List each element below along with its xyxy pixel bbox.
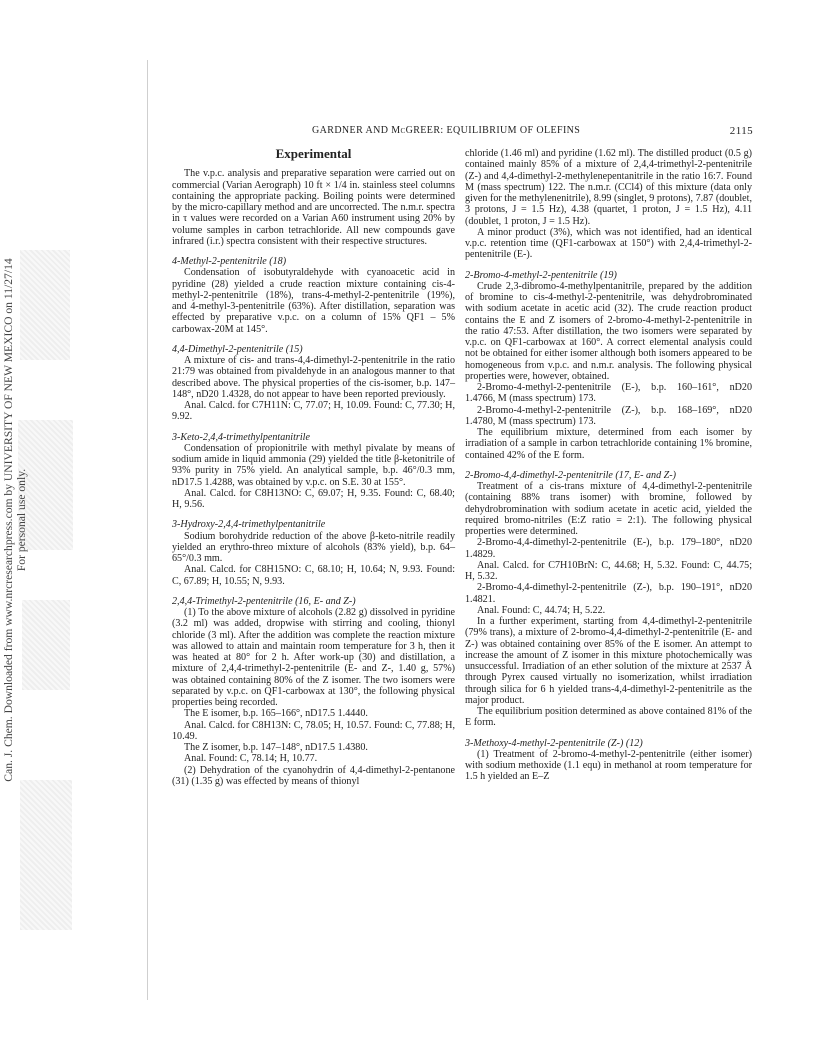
paragraph: (1) To the above mixture of alcohols (2.82 g) dissolved in pyridine (3.2 ml) was added, dropwise with stirring and cooling, thionyl chloride (3 ml). After the addition was complete the reaction mixture was allowed to attain and maintain room temperature for 3 h, then it was heated at 80° for 2 h. After work-up (30) and distillation, a mixture of 2,4,4-trimethyl-2-pentenitrile (E- and Z-, 1.40 g, 57%) was obtained containing 80% of the Z isomer. The two isomers were separated by v.p.c. on QF1-carbowax at 130°, the following physical properties being recorded. (172, 607, 455, 708)
paragraph: Treatment of a cis-trans mixture of 4,4-dimethyl-2-pentenitrile (containing 88% trans isomer) with bromine, followed by dehydrobromination with sodium acetate in acetic acid, yielded the required bromo-nitriles (E:Z ratio = 2:1). The following physical properties were determined. (465, 481, 752, 537)
subsection-title: 2,4,4-Trimethyl-2-pentenitrile (16, E- and Z-) (172, 595, 356, 607)
paragraph: Anal. Calcd. for C8H13NO: C, 69.07; H, 9.35. Found: C, 68.40; H, 9.56. (172, 487, 455, 510)
paragraph: 2-Bromo-4-methyl-2-pentenitrile (Z-), b.p. 168–169°, nD20 1.4780, M (mass spectrum) 173. (465, 404, 752, 427)
paragraph: Sodium borohydride reduction of the above β-keto-nitrile readily yielded an erythro-threo mixture of alcohols (83% yield), b.p. 64–65°/0.3 mm. (172, 530, 455, 564)
paragraph: Anal. Calcd. for C8H13N: C, 78.05; H, 10.57. Found: C, 77.88; H, 10.49. (172, 719, 455, 742)
subsection-title: 2-Bromo-4,4-dimethyl-2-pentenitrile (17, E- and Z-) (465, 469, 676, 481)
paragraph: chloride (1.46 ml) and pyridine (1.62 ml). The distilled product (0.5 g) contained mainly 85% of a mixture of 2,4,4-trimethyl-2-pentenitrile (Z-) and 4,4-dimethyl-2-methylenepentanitrile in the ratio 16:7. Found M (mass spectrum) 122. The n.m.r. (CCl4) of this mixture (data only given for the methylenenitrile), 8.99 (singlet, 9 protons), 7.87 (doublet, 3 protons, J = 1.5 Hz), 4.38 (quartet, 1 proton, J = 1.5 Hz), 4.11 (doublet, 1 proton, J = 1.5 Hz). (465, 148, 752, 227)
paragraph: The equilibrium position determined as above contained 81% of the E form. (465, 706, 752, 729)
paragraph: The equilibrium mixture, determined from each isomer by irradiation of a sample in carbon tetrachloride containing 1% bromine, contained 42% of the E form. (465, 427, 752, 461)
paragraph: Anal. Calcd. for C7H10BrN: C, 44.68; H, 5.32. Found: C, 44.75; H, 5.32. (465, 559, 752, 582)
paragraph: Anal. Found: C, 78.14; H, 10.77. (184, 753, 318, 765)
page-number: 2115 (729, 125, 753, 137)
subsection-title: 3-Hydroxy-2,4,4-trimethylpentanitrile (172, 519, 326, 531)
running-header (312, 125, 753, 139)
paragraph: Condensation of isobutyraldehyde with cyanoacetic acid in pyridine (28) yielded a crude reaction mixture containing cis-4-methyl-2-pentenitrile (18%), trans-4-methyl-2-pentenitrile (19%), and 4-methyl-3-pentenitrile (63%). After distillation, separation was effected by preparative v.p.c. on a column of 15% QF1 – 5% carbowax-20M at 145°. (172, 267, 455, 335)
paragraph: Anal. Calcd. for C8H15NO: C, 68.10; H, 10.64; N, 9.93. Found: C, 67.89; H, 10.55; N, 9.93. (172, 564, 455, 587)
right-column (465, 148, 752, 783)
running-title: GARDNER AND McGREER: EQUILIBRIUM OF OLEFINS (312, 125, 581, 136)
subsection-title: 2-Bromo-4-methyl-2-pentenitrile (19) (465, 269, 617, 281)
watermark-line-2: For personal use only. (15, 468, 28, 572)
paragraph: The v.p.c. analysis and preparative separation were carried out on commercial (Varian Aerograph) 10 ft × 1/4 in. stainless steel columns containing the appropriate packing. Boiling points were determined by the micro-capillary method and are uncorrected. The n.m.r. spectra in τ values were recorded on a Varian A60 instrument using 20% by volume samples in carbon tetrachloride. All new compounds gave infrared (i.r.) spectra consistent with their respective structures. (172, 168, 455, 247)
subsection-title: 4-Methyl-2-pentenitrile (18) (172, 256, 287, 267)
paragraph: 2-Bromo-4,4-dimethyl-2-pentenitrile (E-), b.p. 179–180°, nD20 1.4829. (465, 537, 752, 560)
paragraph: Crude 2,3-dibromo-4-methylpentanitrile, prepared by the addition of bromine to cis-4-methyl-2-pentenitrile, was dehydrobrominated with sodium acetate in acetic acid (32). The crude reaction product contains the E and Z isomers of 2-bromo-4-methyl-2-pentenitrile in the ratio 47:53. After distillation, the two isomers were separated by v.p.c. on QF1-carbowax at 160°. A correct elemental analysis could not be obtained for either isomer although both isomers appeared to be homogeneous from v.p.c. and n.m.r. analysis. The following physical properties were, however, obtained. (465, 280, 752, 382)
paragraph: 2-Bromo-4-methyl-2-pentenitrile (E-), b.p. 160–161°, nD20 1.4766, M (mass spectrum) 173. (465, 382, 752, 405)
paragraph: The E isomer, b.p. 165–166°, nD17.5 1.4440. (184, 708, 368, 720)
scan-artifact (20, 780, 72, 930)
left-column-body (172, 168, 455, 787)
subsection-title: 4,4-Dimethyl-2-pentenitrile (15) (172, 343, 303, 355)
paragraph: A mixture of cis- and trans-4,4-dimethyl-2-pentenitrile in the ratio 21:79 was obtained from pivaldehyde in an analogous manner to that described above. The physical properties of the cis-isomer, b.p. 147–148°, nD20 1.4328, do not appear to have been reported previously. (172, 355, 455, 400)
paragraph: The Z isomer, b.p. 147–148°, nD17.5 1.4380. (184, 742, 368, 753)
subsection-title: 3-Keto-2,4,4-trimethylpentanitrile (172, 431, 310, 443)
paragraph: In a further experiment, starting from 4,4-dimethyl-2-pentenitrile (79% trans), a mixture of 2-bromo-4,4-dimethyl-2-pentenitrile (E- and Z-) was obtained containing over 85% of the E isomer. An attempt to increase the amount of Z isomer in this mixture photochemically was unsuccessful. Irradiation of an ether solution of the mixture at 2537 Å through Pyrex caused virtually no isomerization, whilst irradiation through silica for 6 h yielded trans-4,4-dimethyl-2-pentenitrile as the major product. (465, 616, 752, 706)
left-column (172, 148, 455, 787)
paragraph: 2-Bromo-4,4-dimethyl-2-pentenitrile (Z-), b.p. 190–191°, nD20 1.4821. (465, 582, 752, 605)
watermark-line-1: Can. J. Chem. Downloaded from www.nrcresearchpress.com by UNIVERSITY OF NEW MEXICO on 11/27/14 (2, 258, 15, 782)
subsection-title: 3-Methoxy-4-methyl-2-pentenitrile (Z-) (12) (465, 737, 643, 749)
paragraph: A minor product (3%), which was not identified, had an identical v.p.c. retention time (QF1-carbowax at 150°) with 2,4,4-trimethyl-2-pentenitrile (E-). (465, 226, 752, 261)
paragraph: (2) Dehydration of the cyanohydrin of 4,4-dimethyl-2-pentanone (31) (1.35 g) was effected by means of thionyl (172, 764, 455, 787)
section-heading: Experimental (275, 146, 352, 161)
paragraph: Condensation of propionitrile with methyl pivalate by means of sodium amide in liquid ammonia (29) yielded the title β-ketonitrile of 93% purity in 75% yield. An analytical sample, b.p. 46°/0.3 mm, nD17.5 1.4288, was obtained by v.p.c. on S.E. 30 at 155°. (172, 442, 455, 488)
paragraph: Anal. Calcd. for C7H11N: C, 77.07; H, 10.09. Found: C, 77.30; H, 9.92. (172, 400, 455, 423)
paragraph: (1) Treatment of 2-bromo-4-methyl-2-pentenitrile (either isomer) with sodium methoxide (1.1 equ) in methanol at room temperature for 1.5 h yielded an E–Z (465, 748, 752, 783)
right-column-body (465, 148, 752, 783)
paragraph: Anal. Found: C, 44.74; H, 5.22. (477, 604, 606, 616)
margin-rule (147, 60, 148, 1000)
scan-artifact (22, 600, 70, 690)
